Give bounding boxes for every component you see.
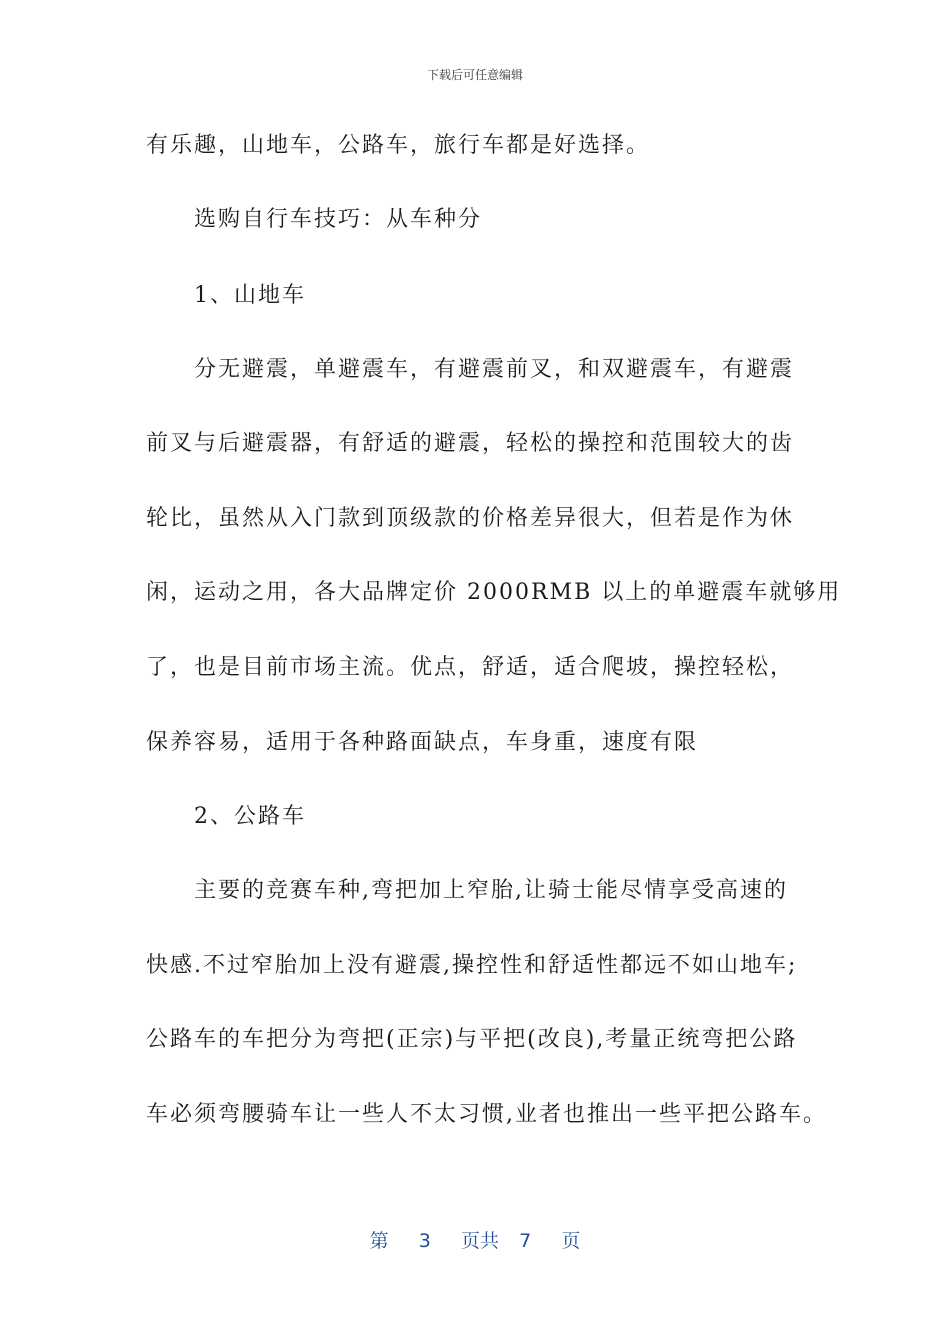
page-label-suffix: 页 (561, 1230, 581, 1252)
header-note: 下载后可任意编辑 (426, 68, 523, 82)
paragraph-line: 分无避震，单避震车，有避震前叉，和双避震车，有避震 (194, 357, 795, 382)
paragraph-line: 快感.不过窄胎加上没有避震,操控性和舒适性都远不如山地车; (146, 953, 798, 978)
subsection-heading-road: 2、公路车 (194, 804, 306, 829)
page-total: 7 (519, 1230, 532, 1252)
section-heading: 选购自行车技巧：从车种分 (194, 207, 483, 232)
paragraph-line: 公路车的车把分为弯把(正宗)与平把(改良),考量正统弯把公路 (146, 1027, 798, 1052)
paragraph-line: 主要的竞赛车种,弯把加上窄胎,让骑士能尽情享受高速的 (194, 878, 788, 903)
paragraph-line: 轮比，虽然从入门款到顶级款的价格差异很大，但若是作为休 (146, 506, 795, 531)
paragraph-line: 保养容易，适用于各种路面缺点，车身重，速度有限 (146, 730, 699, 755)
paragraph-line: 有乐趣，山地车，公路车，旅行车都是好选择。 (146, 133, 651, 158)
page-label-mid: 页共 (461, 1230, 500, 1252)
paragraph-line: 车必须弯腰骑车让一些人不太习惯,业者也推出一些平把公路车。 (146, 1102, 827, 1127)
paragraph-line: 了，也是目前市场主流。优点，舒适，适合爬坡，操控轻松， (146, 655, 795, 680)
paragraph-line: 闲，运动之用，各大品牌定价 2000RMB 以上的单避震车就够用 (146, 580, 842, 605)
paragraph-line: 前叉与后避震器，有舒适的避震，轻松的操控和范围较大的齿 (146, 431, 795, 456)
page-footer (0, 1226, 950, 1253)
page-current: 3 (418, 1230, 431, 1252)
page-label-prefix: 第 (369, 1230, 389, 1252)
subsection-heading-mtb: 1、山地车 (194, 283, 306, 308)
